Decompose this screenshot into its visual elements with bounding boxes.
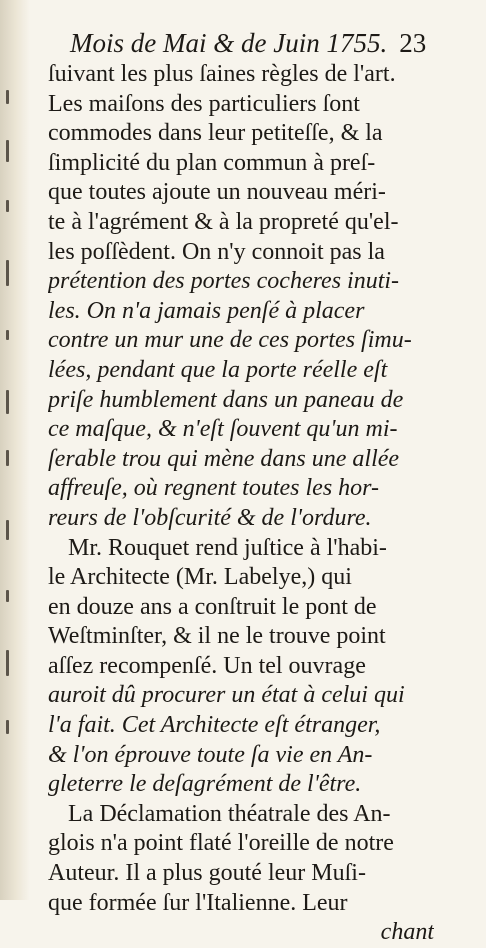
paragraph-start-line: Mr. Rouquet rend juſtice à l'habi- bbox=[68, 534, 387, 561]
running-head bbox=[70, 28, 430, 58]
page-number: 23 bbox=[399, 28, 427, 58]
text-line: contre un mur une de ces portes ſimu- bbox=[48, 327, 412, 354]
text-line: le Architecte (Mr. Labelye,) qui bbox=[48, 564, 352, 591]
text-line: Les maiſons des particuliers ſont bbox=[48, 90, 360, 117]
text-line: ce maſque, & n'eſt ſouvent qu'un mi- bbox=[48, 416, 398, 443]
bleed-through-marks bbox=[6, 70, 14, 790]
catchword: chant bbox=[380, 919, 434, 946]
text-line: Weſtminſter, & il ne le trouve point bbox=[48, 623, 386, 650]
text-line: gleterre le deſagrément de l'être. bbox=[48, 771, 362, 798]
page-gutter bbox=[0, 0, 30, 900]
text-line: en douze ans a conſtruit le pont de bbox=[48, 593, 377, 620]
text-line: Auteur. Il a plus gouté leur Muſi- bbox=[48, 860, 366, 887]
text-line: commodes dans leur petiteſſe, & la bbox=[48, 120, 383, 147]
text-line: ſuivant les plus ſaines règles de l'art. bbox=[48, 61, 396, 87]
text-line: affreuſe, où regnent toutes les hor- bbox=[48, 475, 380, 502]
body-text bbox=[48, 60, 434, 948]
text-line: ſerable trou qui mène dans une allée bbox=[48, 445, 400, 472]
text-line: priſe humblement dans un paneau de bbox=[48, 386, 404, 413]
text-line: que toutes ajoute un nouveau méri- bbox=[48, 179, 386, 206]
text-line: que formée ſur l'Italienne. Leur bbox=[48, 889, 348, 916]
text-line: auroit dû procurer un état à celui qui bbox=[48, 682, 405, 709]
text-line: glois n'a point flaté l'oreille de notre bbox=[48, 830, 394, 857]
text-line: ſimplicité du plan commun à preſ- bbox=[48, 149, 376, 176]
text-line: l'a fait. Cet Architecte eſt étranger, bbox=[48, 712, 381, 739]
paragraph-start-line: La Déclamation théatrale des An- bbox=[68, 800, 391, 827]
text-line: & l'on éprouve toute ſa vie en An- bbox=[48, 741, 373, 768]
text-line: te à l'agrément & à la propreté qu'el- bbox=[48, 208, 399, 235]
text-line: lées, pendant que la porte réelle eſt bbox=[48, 356, 388, 383]
text-line: aſſez recompenſé. Un tel ouvrage bbox=[48, 652, 366, 679]
text-line: prétention des portes cocheres inuti- bbox=[48, 268, 400, 295]
running-head-title: Mois de Mai & de Juin 1755. bbox=[70, 28, 388, 58]
text-line: reurs de l'obſcurité & de l'ordure. bbox=[48, 504, 372, 531]
text-line: les. On n'a jamais penſé à placer bbox=[48, 297, 365, 324]
text-line: les poſſèdent. On n'y connoit pas la bbox=[48, 238, 385, 265]
